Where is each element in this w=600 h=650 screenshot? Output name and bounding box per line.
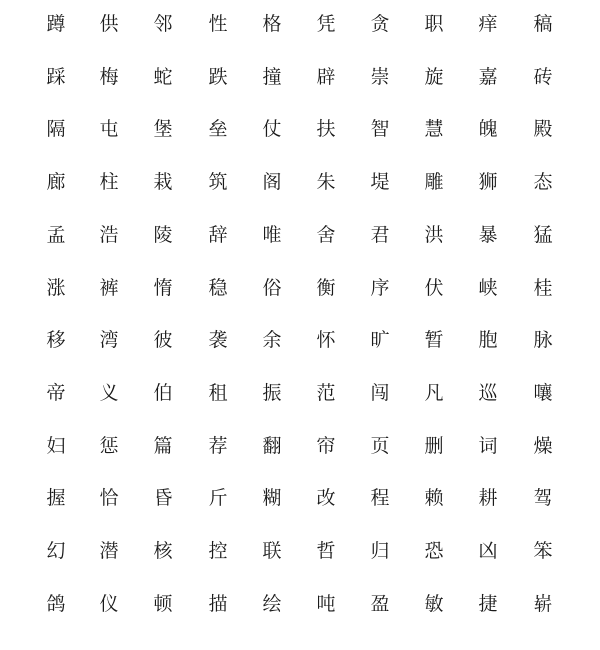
character-cell: 峡 (478, 276, 498, 299)
character-cell: 暂 (424, 329, 444, 352)
character-cell: 袭 (208, 329, 228, 352)
character-cell: 闯 (370, 381, 390, 404)
character-cell: 描 (208, 592, 228, 615)
character-cell: 握 (46, 487, 66, 510)
character-cell: 涨 (46, 276, 66, 299)
character-cell: 移 (46, 329, 66, 352)
character-cell: 垒 (208, 118, 228, 141)
character-cell: 荐 (208, 434, 228, 457)
character-cell: 暴 (478, 223, 498, 246)
character-cell: 隔 (46, 118, 66, 141)
character-cell: 凶 (478, 540, 498, 562)
character-cell: 顿 (153, 592, 173, 615)
character-cell: 改 (316, 487, 336, 510)
character-cell: 蛇 (153, 65, 173, 88)
character-cell: 范 (316, 381, 336, 404)
character-cell: 敏 (424, 592, 444, 615)
character-cell: 彼 (153, 329, 173, 352)
character-cell: 潜 (99, 540, 119, 562)
character-cell: 程 (370, 487, 390, 510)
character-cell: 绘 (262, 592, 282, 615)
character-row (0, 215, 600, 255)
character-cell: 联 (262, 540, 282, 562)
character-row (0, 57, 600, 97)
character-cell: 猛 (533, 223, 553, 246)
character-cell: 恐 (424, 540, 444, 562)
character-cell: 伏 (424, 276, 444, 299)
character-cell: 仗 (262, 118, 282, 141)
character-row (0, 531, 600, 571)
character-cell: 孟 (46, 223, 66, 246)
character-cell: 页 (370, 434, 390, 457)
character-cell: 凡 (424, 381, 444, 404)
character-cell: 撞 (262, 65, 282, 88)
character-cell: 稿 (533, 13, 553, 35)
character-cell: 堤 (370, 171, 390, 194)
character-cell: 陵 (153, 223, 173, 246)
character-cell: 态 (533, 171, 553, 194)
character-cell: 惰 (153, 276, 173, 299)
character-cell: 踩 (46, 65, 66, 88)
character-cell: 衡 (316, 276, 336, 299)
character-cell: 帘 (316, 434, 336, 457)
character-cell: 格 (262, 13, 282, 35)
character-cell: 恰 (99, 487, 119, 510)
character-cell: 智 (370, 118, 390, 141)
character-cell: 旋 (424, 65, 444, 88)
character-cell: 赖 (424, 487, 444, 510)
character-cell: 职 (424, 13, 444, 35)
character-cell: 辞 (208, 223, 228, 246)
character-cell: 词 (478, 434, 498, 457)
character-row (0, 109, 600, 149)
character-cell: 昏 (153, 487, 173, 510)
character-cell: 义 (99, 381, 119, 404)
character-cell: 惩 (99, 434, 119, 457)
character-cell: 篇 (153, 434, 173, 457)
character-cell: 痒 (478, 13, 498, 35)
character-cell: 伯 (153, 381, 173, 404)
character-row (0, 373, 600, 413)
character-cell: 堡 (153, 118, 173, 141)
character-cell: 胞 (478, 329, 498, 352)
character-row (0, 320, 600, 360)
character-cell: 嚷 (533, 381, 553, 404)
character-cell: 筑 (208, 171, 228, 194)
character-cell: 桂 (533, 276, 553, 299)
character-cell: 驾 (533, 487, 553, 510)
character-cell: 浩 (99, 223, 119, 246)
character-cell: 鸽 (46, 592, 66, 615)
character-cell: 余 (262, 329, 282, 352)
character-cell: 归 (370, 540, 390, 562)
character-cell: 殿 (533, 118, 553, 141)
character-cell: 舍 (316, 223, 336, 246)
character-cell: 湾 (99, 329, 119, 352)
character-cell: 序 (370, 276, 390, 299)
character-cell: 君 (370, 223, 390, 246)
character-cell: 怀 (316, 329, 336, 352)
character-cell: 唯 (262, 223, 282, 246)
character-cell: 帝 (46, 381, 66, 404)
character-cell: 脉 (533, 329, 553, 352)
character-cell: 耕 (478, 487, 498, 510)
character-cell: 删 (424, 434, 444, 457)
character-cell: 柱 (99, 171, 119, 194)
character-cell: 凭 (316, 13, 336, 35)
character-cell: 砖 (533, 65, 553, 88)
character-cell: 供 (99, 13, 119, 35)
character-row (0, 584, 600, 624)
character-cell: 旷 (370, 329, 390, 352)
character-cell: 斤 (208, 487, 228, 510)
character-cell: 雕 (424, 171, 444, 194)
character-cell: 租 (208, 381, 228, 404)
character-cell: 仪 (99, 592, 119, 615)
character-cell: 蹲 (46, 13, 66, 35)
character-cell: 巡 (478, 381, 498, 404)
character-row (0, 4, 600, 44)
character-cell: 辟 (316, 65, 336, 88)
character-cell: 慧 (424, 118, 444, 141)
character-cell: 邻 (153, 13, 173, 35)
character-row (0, 268, 600, 308)
character-cell: 栽 (153, 171, 173, 194)
character-cell: 崭 (533, 592, 553, 615)
character-cell: 妇 (46, 434, 66, 457)
character-cell: 俗 (262, 276, 282, 299)
character-row (0, 426, 600, 466)
character-cell: 崇 (370, 65, 390, 88)
character-cell: 笨 (533, 540, 553, 562)
character-cell: 控 (208, 540, 228, 562)
character-cell: 性 (208, 13, 228, 35)
character-cell: 吨 (316, 592, 336, 615)
character-cell: 梅 (99, 65, 119, 88)
character-cell: 魄 (478, 118, 498, 141)
character-cell: 阁 (262, 171, 282, 194)
character-cell: 糊 (262, 487, 282, 510)
character-row (0, 478, 600, 518)
character-cell: 盈 (370, 592, 390, 615)
character-cell: 捷 (478, 592, 498, 615)
character-cell: 哲 (316, 540, 336, 562)
character-cell: 贪 (370, 13, 390, 35)
character-cell: 嘉 (478, 65, 498, 88)
character-row (0, 162, 600, 202)
character-cell: 振 (262, 381, 282, 404)
character-cell: 跌 (208, 65, 228, 88)
character-cell: 扶 (316, 118, 336, 141)
character-cell: 裤 (99, 276, 119, 299)
character-cell: 翻 (262, 434, 282, 457)
character-cell: 燥 (533, 434, 553, 457)
character-cell: 幻 (46, 540, 66, 562)
character-cell: 狮 (478, 171, 498, 194)
character-cell: 洪 (424, 223, 444, 246)
character-cell: 稳 (208, 276, 228, 299)
character-cell: 廊 (46, 171, 66, 194)
character-cell: 核 (153, 540, 173, 562)
character-cell: 朱 (316, 171, 336, 194)
character-cell: 屯 (99, 118, 119, 141)
